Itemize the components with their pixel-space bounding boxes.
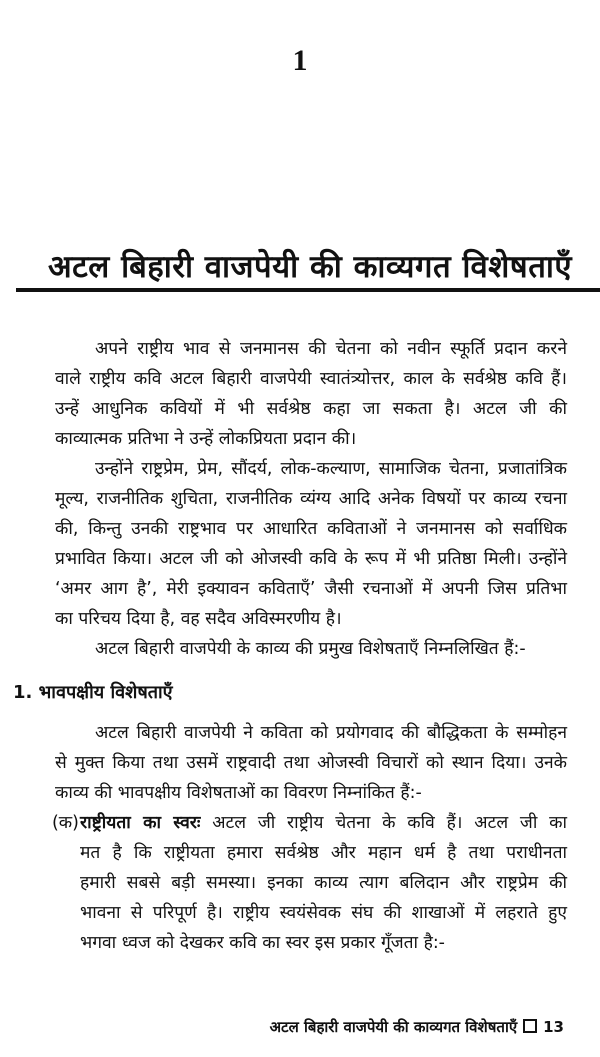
- text-line: से मुक्त किया तथा उसमें राष्ट्रवादी तथा ओजस्वी विचारों को स्थान दिया। उनके: [55, 753, 567, 773]
- page-number: 13: [543, 1018, 564, 1036]
- page-body: [13, 334, 567, 958]
- text-line: अटल बिहारी वाजपेयी ने कविता को प्रयोगवाद की बौद्धिकता के सम्मोहन: [95, 723, 567, 743]
- text-line: का परिचय दिया है, वह सदैव अविस्मरणीय है।: [55, 609, 342, 629]
- intro-paragraph-1: [55, 334, 567, 454]
- sub-item-ka: [52, 808, 567, 958]
- running-title: अटल बिहारी वाजपेयी की काव्यगत विशेषताएँ: [269, 1018, 518, 1036]
- section1-paragraph: [55, 718, 567, 808]
- sub-item-term: राष्ट्रीयता का स्वरः: [80, 813, 201, 833]
- text-line: भावना से परिपूर्ण है। राष्ट्रीय स्वयंसेवक संघ की शाखाओं में लहराते हुए: [80, 903, 567, 923]
- sub-item-text: अटल जी राष्ट्रीय चेतना के कवि हैं। अटल जी का: [212, 813, 567, 833]
- text-line: मूल्य, राजनीतिक शुचिता, राजनीतिक व्यंग्य आदि अनेक विषयों पर काव्य रचना: [55, 489, 567, 509]
- text-line: काव्य की भावपक्षीय विशेषताओं का विवरण निम्नांकित हैं:-: [55, 783, 422, 803]
- chapter-title: अटल बिहारी वाजपेयी की काव्यगत विशेषताएँ: [47, 249, 573, 285]
- text-line: प्रभावित किया। अटल जी को ओजस्वी कवि के रूप में भी प्रतिष्ठा मिली। उन्होंने: [55, 549, 567, 569]
- text-line: काव्यात्मक प्रतिभा ने उन्हें लोकप्रियता प्रदान की।: [55, 429, 357, 449]
- title-underline-rule: [16, 288, 600, 292]
- text-line: वाले राष्ट्रीय कवि अटल बिहारी वाजपेयी स्वातंत्र्योत्तर, काल के सर्वश्रेष्ठ कवि हैं।: [55, 369, 567, 389]
- intro-paragraph-2: [55, 454, 567, 634]
- section-heading: 1. भावपक्षीय विशेषताएँ: [13, 682, 173, 703]
- text-line: उन्होंने राष्ट्रप्रेम, प्रेम, सौंदर्य, लोक-कल्याण, सामाजिक चेतना, प्रजातांत्रिक: [95, 459, 567, 479]
- text-line: की, किन्तु उनकी राष्ट्रभाव पर आधारित कविताओं ने जनमानस को सर्वाधिक: [55, 519, 567, 539]
- text-line: हमारी सबसे बड़ी समस्या। इनका काव्य त्याग बलिदान और राष्ट्रप्रेम की: [80, 873, 567, 893]
- chapter-number: 1: [292, 44, 308, 77]
- page-footer: [270, 1017, 564, 1037]
- text-line: ‘अमर आग है’, मेरी इक्यावन कविताएँ’ जैसी रचनाओं में अपनी जिस प्रतिभा: [55, 579, 567, 599]
- text-line: अपने राष्ट्रीय भाव से जनमानस की चेतना को नवीन स्फूर्ति प्रदान करने: [95, 339, 567, 359]
- text-line: उन्हें आधुनिक कवियों में भी सर्वश्रेष्ठ कहा जा सकता है। अटल जी की: [55, 399, 567, 419]
- text-line: अटल बिहारी वाजपेयी के काव्य की प्रमुख विशेषताएँ निम्नलिखित हैं:-: [95, 639, 526, 659]
- sub-item-marker: (क): [52, 813, 79, 833]
- text-line: मत है कि राष्ट्रीयता हमारा सर्वश्रेष्ठ और महान धर्म है तथा पराधीनता: [80, 843, 567, 863]
- square-box-icon: [523, 1019, 537, 1033]
- text-line: भगवा ध्वज को देखकर कवि का स्वर इस प्रकार गूँजता है:-: [80, 933, 445, 953]
- intro-paragraph-3: [55, 634, 567, 664]
- text-line: [80, 808, 567, 838]
